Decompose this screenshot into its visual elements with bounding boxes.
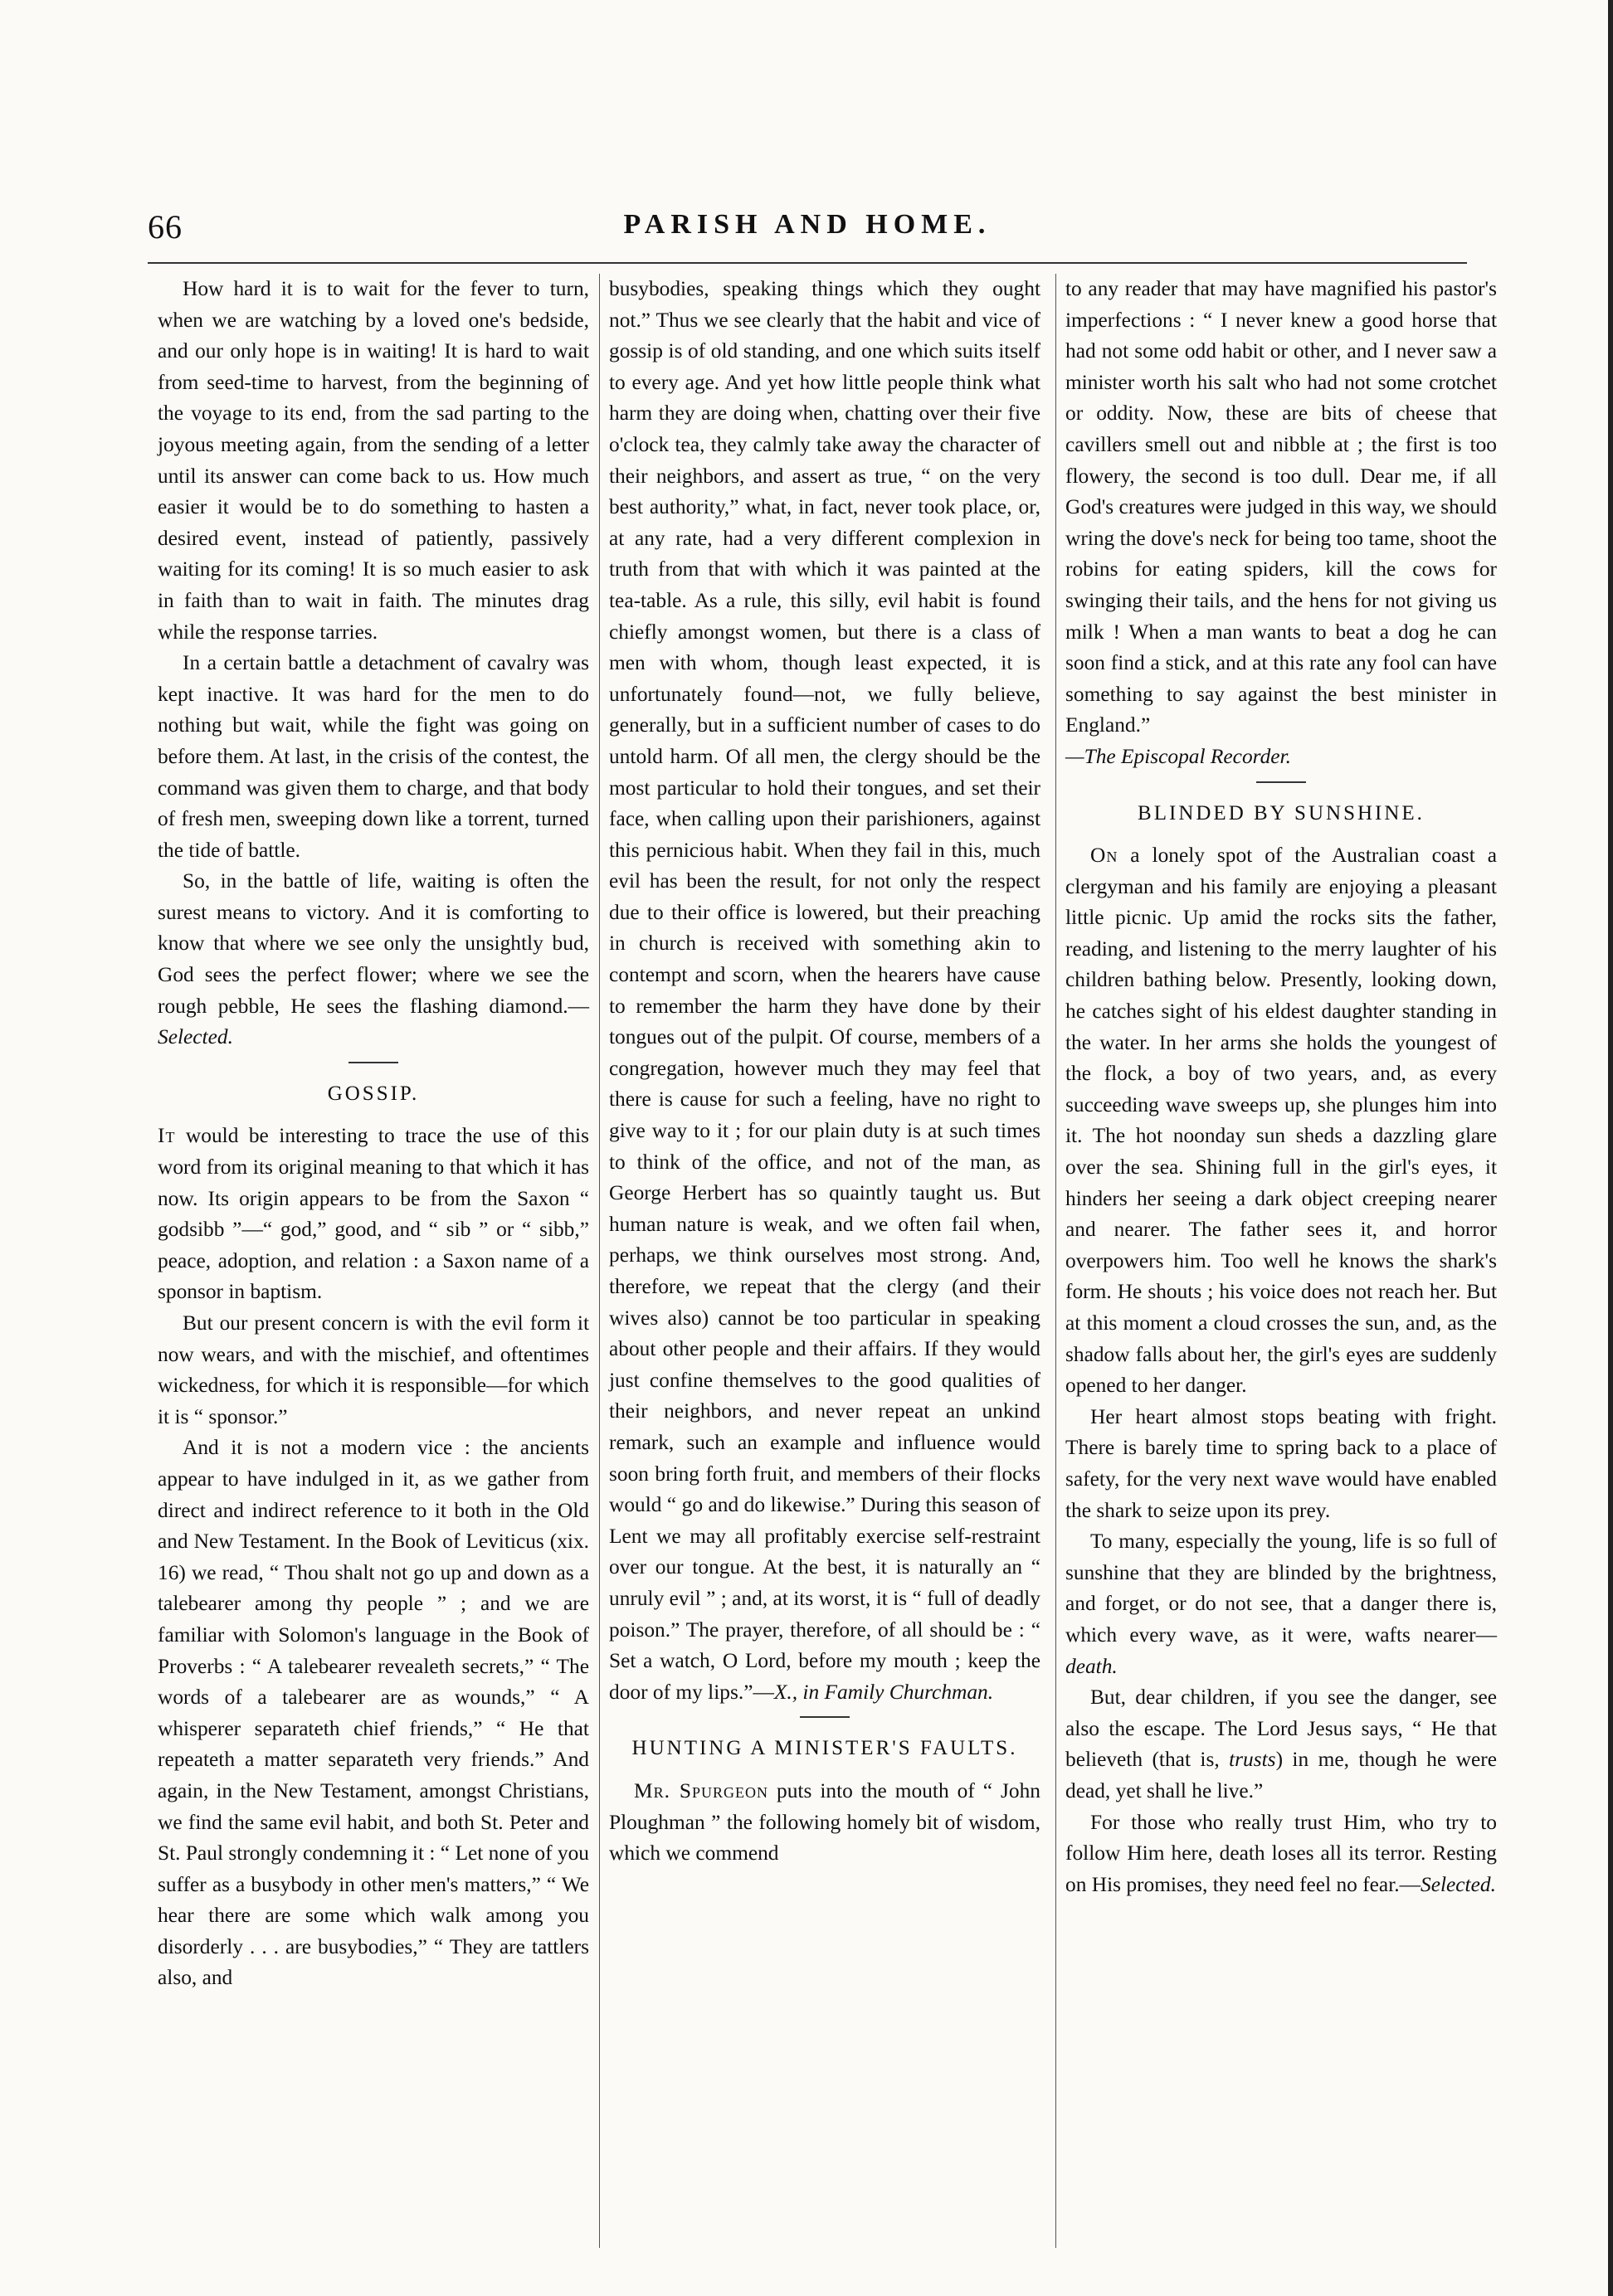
paragraph-text: To many, especially the young, life is so full of sunshine that they are blinded by the brightness, and forget, or do not see, that a danger there is, which every wave, as it were, wafts nearer— [1065, 1530, 1497, 1647]
source-credit: —The Episcopal Recorder. [1065, 744, 1291, 768]
paragraph: But our present concern is with the evil form it now wears, and with the mischief, and oftentimes wickedness, for which it is responsible—for which it is “ sponsor.” [158, 1311, 589, 1428]
paragraph-text: For those who really trust Him, who try to follow Him here, death loses all its terror. Resting on His promises, they need feel no fear.— [1065, 1810, 1497, 1896]
paragraph-text: ) in me, though he were dead, yet shall he live.” [1065, 1748, 1498, 1802]
lead-word: On [1090, 844, 1118, 868]
paragraph [1065, 840, 1497, 1402]
source-credit: X., in Family Churchman. [773, 1680, 994, 1704]
section-title-blinded: BLINDED BY SUNSHINE. [1138, 801, 1425, 825]
running-title: PARISH AND HOME. [623, 209, 992, 240]
paragraph-text: But, dear children, if you see the danger, see also the escape. The Lord Jesus says, “ He that believeth (that is, [1065, 1686, 1497, 1772]
column-2 [609, 274, 1040, 1870]
paragraph: And it is not a modern vice : the ancients appear to have indulged in it, as we gather from direct and indirect reference to it both in the Old and New Testament. In the Book of Leviticus (xix. 16) we read, “ Thou shalt not go up and down as a talebearer among thy people ” ; and we are familiar with Solomon's language in the Book of Proverbs : “ A talebearer revealeth secrets,” “ The words of a talebearer are as wounds,” “ A whisperer separateth chief friends,” “ He that repeateth a matter separateth very friends.” And again, in the New Testament, amongst Christians, we find the same evil habit, and both St. Peter and St. Paul strongly condemning it : “ Let none of you suffer as a busybody in other men's matters,” “ We hear there are some which walk among you disorderly . . . are busybodies,” “ They are tattlers also, and [158, 1436, 589, 1990]
lead-word: It [158, 1124, 176, 1148]
paragraph [609, 1776, 1040, 1870]
section-divider [1256, 781, 1306, 783]
source-credit: Selected. [1421, 1872, 1496, 1896]
section-title-gossip: GOSSIP. [327, 1082, 420, 1105]
section-divider [348, 1062, 398, 1063]
section-title-hunting: HUNTING A MINISTER'S FAULTS. [631, 1737, 1018, 1760]
column-divider [1055, 274, 1056, 2248]
lead-word: Mr. Spurgeon [634, 1778, 769, 1802]
paragraph: to any reader that may have magnified his pastor's imperfections : “ I never knew a good horse that had not some odd habit or other, and I never saw a minister worth his salt who had not some crotchet or oddity. Now, these are bits of cheese that cavillers smell out and nibble at ; the first is too flowery, the second is too dull. Dear me, if all God's creatures were judged in this way, we should wring the dove's neck for being too tame, shoot the robins for eating spiders, kill the cows for swinging their tails, and the hens for not giving us milk ! When a man wants to beat a dog he can soon find a stick, and at this rate any fool can have something to say against the best minister in England.” [1065, 277, 1497, 737]
paragraph [609, 274, 1040, 1708]
page-number: 66 [148, 208, 183, 246]
paragraph-text: would be interesting to trace the use of this word from its original meaning to that which it has now. Its origin appears to be from the Saxon “ godsibb ”—“ god,” good, and “ sib ” or “ sibb,” peace, adoption, and relation : a Saxon name of a sponsor in baptism. [158, 1124, 589, 1304]
source-credit: Selected. [158, 1025, 233, 1049]
column-divider [599, 274, 600, 2248]
paragraph: How hard it is to wait for the fever to turn, when we are watching by a loved one's bedside, and our only hope is in waiting! It is hard to wait from seed-time to harvest, from the beginning of the voyage to its end, from the sad parting to the joyous meeting again, from the sending of a letter until its answer can come back to us. How much easier it would be to do something to hasten a desired event, instead of patiently, passively waiting for its coming! It is so much easier to ask in faith than to wait in faith. The minutes drag while the response tarries. [158, 277, 589, 644]
paragraph-text: puts into the mouth of “ John Ploughman ” the following homely bit of wisdom, which we commend [609, 1778, 1040, 1866]
column-3 [1065, 274, 1497, 1900]
paragraph [158, 866, 589, 1053]
header-rule [148, 262, 1467, 264]
paragraph-text: a lonely spot of the Australian coast a clergyman and his family are enjoying a pleasant little picnic. Up amid the rocks sits the father, reading, and listening to the merry laughter of his children bathing below. Presently, looking down, he catches sight of his eldest daughter standing in the water. In her arms she holds the youngest of the flock, a boy of two years, and, as every succeeding wave sweeps up, she plunges him into it. The hot noonday sun sheds a dazzling glare over the sea. Shining full in the girl's eyes, it hinders her seeing a dark object creeping nearer and nearer. The father sees it, and horror overpowers him. Too well he knows the shark's form. He shouts ; his voice does not reach her. But at this moment a cloud crosses the sun, and, as the shadow falls about her, the girl's eyes are suddenly opened to her danger. [1065, 844, 1497, 1398]
scan-edge [1608, 0, 1613, 2296]
paragraph: Her heart almost stops beating with fright. There is barely time to spring back to a place of safety, for the very next wave would have enabled the shark to seize upon its prey. [1065, 1404, 1497, 1522]
section-divider [800, 1716, 850, 1718]
paragraph: In a certain battle a detachment of cavalry was kept inactive. It was hard for the men to do nothing but wait, while the fight was going on before them. At last, in the crisis of the contest, the command was given them to charge, and that body of fresh men, sweeping down like a torrent, turned the tide of battle. [158, 651, 589, 862]
paragraph [158, 1121, 589, 1308]
paragraph-text: busybodies, speaking things which they ought not.” Thus we see clearly that the habit and vice of gossip is of old standing, and one which suits itself to every age. And yet how little people think what harm they are doing when, chatting over their five o'clock tea, they calmly take away the character of their neighbors, and assert as true, “ on the very best authority,” what, in fact, never took place, or, at any rate, had a very different complexion in truth from that with which it was painted at the tea-table. As a rule, this silly, evil habit is found chiefly amongst women, but there is a class of men with whom, though least expected, it is unfortunately found—not, we fully believe, generally, but in a sufficient number of cases to do untold harm. Of all men, the clergy should be the most particular to hold their tongues, and set their face, when calling upon their parishioners, against this pernicious habit. When they fail in this, much evil has been the result, for not only the respect due to their office is lowered, but their preaching in church is received with something akin to contempt and scorn, when the hearers have cause to remember the harm they have done by their tongues out of the pulpit. Of course, members of a congregation, however much they may feel that there is cause for such a feeling, have no right to give way to it ; for our plain duty is at such times to think of the office, and not of the man, as George Herbert has so quaintly taught us. But human nature is weak, and we often fail when, perhaps, we think ourselves most strong. And, therefore, we repeat that the clergy (and their wives also) cannot be too particular in speaking about other people and their affairs. If they would just confine themselves to the good qualities of their neighbors, and never repeat an unkind remark, such an example and influence would soon bring forth fruit, and members of their flocks would “ go and do likewise.” During this season of Lent we may all profitably exercise self-restraint over our tongue. At the best, it is naturally an “ unruly evil ” ; and, at its worst, it is “ full of deadly poison.” The prayer, therefore, of all should be : “ Set a watch, O Lord, before my mouth ; keep the door of my lips.”— [609, 277, 1040, 1704]
emphasis: death. [1065, 1654, 1118, 1678]
column-1 [158, 274, 589, 1994]
paragraph-text: So, in the battle of life, waiting is often the surest means to victory. And it is comforting to know that where we see only the unsightly bud, God sees the perfect flower; where we see the rough pebble, He sees the flashing diamond.— [158, 869, 589, 1018]
page-header [148, 207, 1467, 249]
paragraph [1065, 1526, 1497, 1682]
paragraph [1065, 1807, 1497, 1901]
emphasis: trusts [1229, 1748, 1276, 1772]
paragraph [1065, 1682, 1497, 1807]
